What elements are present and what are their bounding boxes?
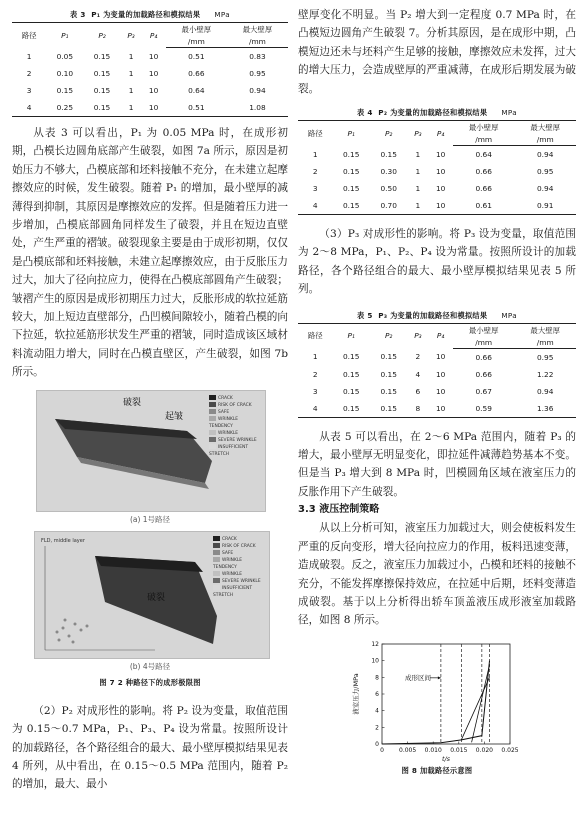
y-tick-label: 4 (375, 707, 379, 715)
table-cell: 1 (415, 184, 421, 194)
legend-item (209, 402, 261, 409)
table-cell: 10 (148, 51, 159, 61)
table-cell: 10 (435, 386, 446, 396)
table-cell: 1.08 (227, 99, 288, 117)
table-cell: 0.94 (249, 86, 266, 95)
legend-label: INSUFFICIENT STRETCH (213, 585, 253, 598)
y-tick-label: 6 (375, 690, 379, 698)
y-tick-label: 0 (375, 740, 379, 748)
table3-header-5-unit: /mm (166, 36, 227, 48)
legend-swatch (213, 543, 220, 548)
right-para-t5: 从表 5 可以看出，在 2～6 MPa 范围内，随着 P₃ 的增大，最小壁厚无明显变化，即拉延件减薄趋势基本不变。但是当 P₃ 增大到 8 MPa 时，凹模圆角区域在液室压力的反胀作用下产生破裂。 (298, 430, 576, 498)
table5-header-5-unit: /mm (453, 337, 515, 349)
table-cell: 2 (26, 69, 32, 78)
legend-swatch (209, 437, 216, 442)
table-cell: 0.15 (342, 149, 360, 159)
x-axis-label: t/s (441, 754, 451, 763)
right-para-p3: （3）P₃ 对成形性的影响。将 P₃ 设为变量，取值范围为 2～8 MPa，P₁、P₂、P₄ 设为常量。按照所设计的加载路径，各个路径组合的最大、最小壁厚模拟结果见表 5 所列。 (298, 228, 576, 296)
legend-swatch (213, 578, 220, 583)
legend-label: SAFE (222, 550, 234, 556)
legend-label: CRACK (218, 395, 233, 401)
table-cell: 0.70 (370, 197, 408, 215)
table-cell: 0.94 (536, 184, 554, 194)
legend-swatch (209, 416, 216, 421)
table-cell: 0.64 (188, 86, 205, 95)
table-cell: 10 (435, 352, 446, 362)
table-row (12, 65, 288, 82)
table-cell: 10 (435, 167, 446, 177)
table-cell: 0.15 (342, 386, 360, 396)
table-cell: 0.66 (475, 184, 492, 194)
table3-header-0: 路径 (12, 23, 46, 48)
table-cell: 0.66 (475, 352, 492, 362)
table4-header-6-unit: /mm (514, 134, 576, 146)
table-cell: 0.15 (93, 86, 111, 95)
legend-item (209, 437, 261, 444)
table-cell: 0.15 (380, 386, 397, 396)
legend-label: SEVERE WRINKLE (222, 578, 261, 584)
table-cell: 1 (26, 51, 32, 61)
y-tick-label: 12 (371, 640, 379, 648)
table-row (298, 348, 576, 366)
table-cell: 1 (312, 352, 318, 362)
figure7b-image (34, 531, 270, 659)
y-tick-label: 8 (375, 674, 379, 682)
fig7b-legend (213, 536, 265, 599)
table-cell: 3 (312, 386, 318, 396)
right-column (298, 0, 576, 776)
table-cell: 0.15 (380, 352, 397, 362)
table-cell: 0.95 (536, 167, 554, 177)
table-cell: 1 (312, 149, 318, 159)
right-para-ctrl: 从以上分析可知，液室压力加载过大，则会使板料发生严重的反向变形，增大径向拉应力的作用，板料迅速变薄，造成破裂。反之，液室压力加载过小，凸模和坯料的接触不充分，不能发挥摩擦保持效应，在拉延中后期，坯料变薄造成破裂。基于以上分析得出轿车顶盖液压成形液室加载路径，如图 8 所示。 (298, 522, 576, 627)
legend-item (213, 571, 265, 578)
legend-label: INSUFFICIENT STRETCH (209, 444, 249, 457)
table4-header-0: 路径 (298, 121, 332, 146)
table-cell: 6 (415, 386, 421, 396)
table4-header-1: P₁ (332, 121, 370, 146)
table-cell: 4 (298, 197, 332, 215)
table-cell: 0.94 (536, 150, 554, 160)
table-cell: 10 (148, 69, 159, 78)
table-cell: 10 (428, 197, 453, 215)
legend-swatch (213, 536, 220, 541)
table-cell: 10 (435, 369, 446, 379)
table-cell: 0.15 (342, 369, 360, 379)
annotation-arrowhead (438, 676, 441, 679)
table4-caption: 表 4 P₂ 为变量的加载路径和模拟结果 MPa (357, 108, 517, 118)
table-cell: 0.66 (475, 167, 492, 177)
legend-label: WRINKLE TENDENCY (209, 416, 239, 429)
table3-caption: 表 3 P₁ 为变量的加载路径和模拟结果 MPa (70, 10, 230, 19)
table5-header-2: P₂ (370, 323, 408, 348)
table3-header-2: P₂ (83, 23, 120, 48)
table-cell: 2 (312, 167, 318, 177)
table-cell: 0.15 (380, 369, 397, 379)
table-cell: 0.15 (56, 86, 74, 95)
table-cell: 0.15 (83, 99, 120, 117)
fig7a-legend (209, 395, 261, 458)
x-tick-label: 0.010 (424, 746, 442, 754)
table-cell: 0.51 (188, 52, 205, 61)
x-tick-label: 0.020 (475, 746, 493, 754)
table-cell: 1.22 (536, 369, 554, 379)
series-line-2 (461, 677, 489, 740)
legend-label: CRACK (222, 536, 237, 542)
legend-swatch (213, 557, 220, 562)
table-cell: 0.15 (342, 184, 360, 194)
table-cell: 0.66 (475, 369, 492, 379)
legend-swatch (213, 571, 220, 576)
table-cell: 0.95 (536, 352, 554, 362)
table5-caption: 表 5 P₃ 为变量的加载路径和模拟结果 MPa (357, 310, 517, 320)
legend-swatch (209, 402, 216, 407)
table-cell: 0.15 (370, 400, 408, 418)
table-cell: 0.51 (166, 99, 227, 117)
legend-item (209, 395, 261, 402)
x-tick-label: 0.025 (501, 746, 519, 754)
forming-interval-annotation: 成形区间 (405, 673, 432, 682)
table3-header-6-label: 最大壁厚 (227, 23, 288, 37)
table-cell: 1 (121, 99, 142, 117)
legend-item (209, 416, 261, 430)
table4-header-4: P₄ (428, 121, 453, 146)
table3-header-5-label: 最小壁厚 (166, 23, 227, 37)
fig7a-ann-crack: 破裂 (123, 397, 142, 408)
table5-header-1: P₁ (332, 323, 370, 348)
table-cell: 10 (148, 86, 159, 95)
table3-header-4: P₄ (141, 23, 165, 48)
series-line-3 (472, 665, 490, 743)
section-3-3-title: 3.3 液压控制策略 (298, 504, 380, 516)
table-row (298, 146, 576, 164)
table-cell: 0.61 (453, 197, 515, 215)
table-cell: 3 (312, 184, 318, 194)
table-cell: 4 (298, 400, 332, 418)
table4-header-6-label: 最大壁厚 (514, 121, 576, 135)
figure7a-image (36, 390, 266, 512)
legend-label: WRINKLE (218, 430, 239, 436)
legend-swatch (213, 550, 220, 555)
table-cell: 0.25 (46, 99, 83, 117)
table3-header-6-unit: /mm (227, 36, 288, 48)
legend-item (213, 557, 265, 571)
legend-item (213, 536, 265, 543)
table-cell: 0.94 (536, 386, 554, 396)
table4-header-2: P₂ (370, 121, 408, 146)
table-cell: 1 (407, 197, 428, 215)
x-tick-label: 0.015 (450, 746, 468, 754)
fig7a-ann-wrinkle: 起皱 (165, 411, 184, 422)
table4 (298, 120, 576, 215)
table-cell: 0.10 (56, 69, 74, 78)
table-cell: 0.15 (342, 167, 360, 177)
table-cell: 0.91 (514, 197, 576, 215)
legend-swatch (209, 409, 216, 414)
table-cell: 0.67 (475, 386, 492, 396)
table-cell: 0.95 (249, 69, 266, 78)
table4-header-5-unit: /mm (453, 134, 515, 146)
table3-header-1: P₁ (46, 23, 83, 48)
table-cell: 4 (415, 369, 421, 379)
legend-item (209, 409, 261, 416)
y-axis-label: 液室压力/MPa (352, 673, 360, 715)
series-line-1 (382, 660, 490, 743)
table-cell: 0.15 (332, 197, 370, 215)
figure8-caption: 图 8 加载路径示意图 (401, 765, 473, 775)
table-cell: 0.15 (342, 352, 360, 362)
table-cell: 0.15 (93, 51, 111, 61)
left-column (12, 0, 288, 794)
table-row (12, 99, 288, 117)
table5-header-0: 路径 (298, 323, 332, 348)
table-cell: 8 (407, 400, 428, 418)
table4-header-3: P₃ (407, 121, 428, 146)
legend-swatch (213, 585, 220, 590)
table-cell: 1 (415, 167, 421, 177)
legend-label: WRINKLE TENDENCY (213, 557, 243, 570)
table-cell: 0.30 (380, 167, 397, 177)
table-cell: 2 (312, 369, 318, 379)
left-para-2: （2）P₂ 对成形性的影响。将 P₂ 设为变量，取值范围为 0.15～0.7 MPa，P₁、P₃、P₄ 设为常量。按照所设计的加载路径，各个路径组合的最大、最小壁厚模拟结果见表 4 所列，从中看出，在 0.15～0.5 MPa 范围内，随着 P₂ 的增加，最大、最小 (12, 704, 288, 791)
table-row (298, 400, 576, 418)
legend-label: SAFE (218, 409, 230, 415)
table-cell: 1.36 (514, 400, 576, 418)
table-cell: 0.59 (453, 400, 515, 418)
table3 (12, 22, 288, 117)
table-cell: 1 (415, 149, 421, 159)
legend-item (209, 430, 261, 437)
table5-header-6-label: 最大壁厚 (514, 323, 576, 337)
table-row (12, 48, 288, 66)
table-cell: 0.83 (249, 52, 266, 61)
table-row (298, 163, 576, 180)
legend-item (213, 550, 265, 557)
figure7b-subcaption: (b) 4号路径 (129, 661, 171, 671)
x-tick-label: 0 (380, 746, 384, 754)
table5-header-5-label: 最小壁厚 (453, 323, 515, 337)
table5-header-4: P₄ (428, 323, 453, 348)
table5-header-3: P₃ (407, 323, 428, 348)
table-row (298, 383, 576, 400)
table-cell: 10 (428, 400, 453, 418)
x-tick-label: 0.005 (399, 746, 417, 754)
figure7-caption: 图 7 2 种路径下的成形极限图 (99, 677, 201, 687)
table-cell: 4 (12, 99, 46, 117)
plot-frame (382, 644, 510, 744)
figure7a-subcaption: (a) 1号路径 (129, 514, 171, 524)
legend-label: WRINKLE (222, 571, 243, 577)
legend-item (213, 543, 265, 550)
table-row (298, 180, 576, 197)
table-cell: 2 (415, 352, 421, 362)
y-tick-label: 2 (375, 724, 379, 732)
table-cell: 0.15 (380, 149, 397, 159)
legend-swatch (209, 395, 216, 400)
table-cell: 1 (128, 51, 134, 61)
table3-header-3: P₃ (121, 23, 142, 48)
table-cell: 10 (141, 99, 165, 117)
table-cell: 0.05 (56, 51, 74, 61)
right-para-top: 壁厚变化不明显。当 P₂ 增大到一定程度 0.7 MPa 时，在凸模短边圆角产生破裂 7。分析其原因，是在成形中期，凸模短边还未与坯料产生足够的接触，摩擦效应未发挥，过大的增大压力，会造成壁厚的严重减薄，在成形后期发展为破裂。 (298, 9, 576, 95)
legend-swatch (209, 444, 216, 449)
table-cell: 10 (435, 184, 446, 194)
legend-item (213, 578, 265, 585)
fig7b-ann-crack: 破裂 (147, 592, 166, 603)
figure8-chart (348, 638, 528, 766)
legend-label: SEVERE WRINKLE (218, 437, 257, 443)
legend-swatch (209, 430, 216, 435)
table-row (298, 197, 576, 215)
legend-label: RISK OF CRACK (222, 543, 256, 549)
table5 (298, 323, 576, 418)
legend-label: RISK OF CRACK (218, 402, 252, 408)
table-cell: 1 (128, 86, 134, 95)
table-cell: 0.66 (188, 69, 205, 78)
table-row (12, 82, 288, 99)
table4-header-5-label: 最小壁厚 (453, 121, 515, 135)
legend-item (209, 444, 261, 458)
fig7b-plot-title: FLD, middle layer (41, 537, 85, 544)
table-row (298, 366, 576, 383)
left-para-1: 从表 3 可以看出，P₁ 为 0.05 MPa 时，在成形初期，凸模长边圆角底部产生破裂，如图 7a 所示，原因是初始压力不够大，凸模底部和坯料接触不充分，在未建立起摩擦效应的时候，发生破裂。随着 P₁ 的增加，最小壁厚的减薄得到抑制，其原因是摩擦效应的发挥。但是随着压力进一步增加，凸模底部圆角同样发生了破裂，并且在短边直壁处，产生严重的褶皱。破裂现象主要是由于成形初期，仅仅是凸模底部和坯料接触，未建立起摩擦效应，由于反胀压力过大，加大了径向拉应力，使得在凸模底部圆角产生破裂；皱褶产生的原因是成形初期压力过大，反胀形成的软拉延筋较大，加上短边直壁部分，凸凹模间隙较小，随着凸模的向下拉延，软拉延筋形状发生严重的褶皱，同时造成该区域材料流动阻力增大，同时在凸模直壁区，产生破裂，如图 7b 所示。 (12, 127, 288, 379)
table-cell: 0.15 (93, 69, 111, 78)
table-cell: 10 (435, 149, 446, 159)
legend-item (213, 585, 265, 599)
table-cell: 0.50 (380, 184, 397, 194)
table-cell: 0.64 (475, 150, 492, 160)
table-cell: 0.15 (332, 400, 370, 418)
table-cell: 3 (26, 86, 32, 95)
y-tick-label: 10 (371, 657, 379, 665)
table-cell: 1 (128, 69, 134, 78)
table5-header-6-unit: /mm (514, 337, 576, 349)
